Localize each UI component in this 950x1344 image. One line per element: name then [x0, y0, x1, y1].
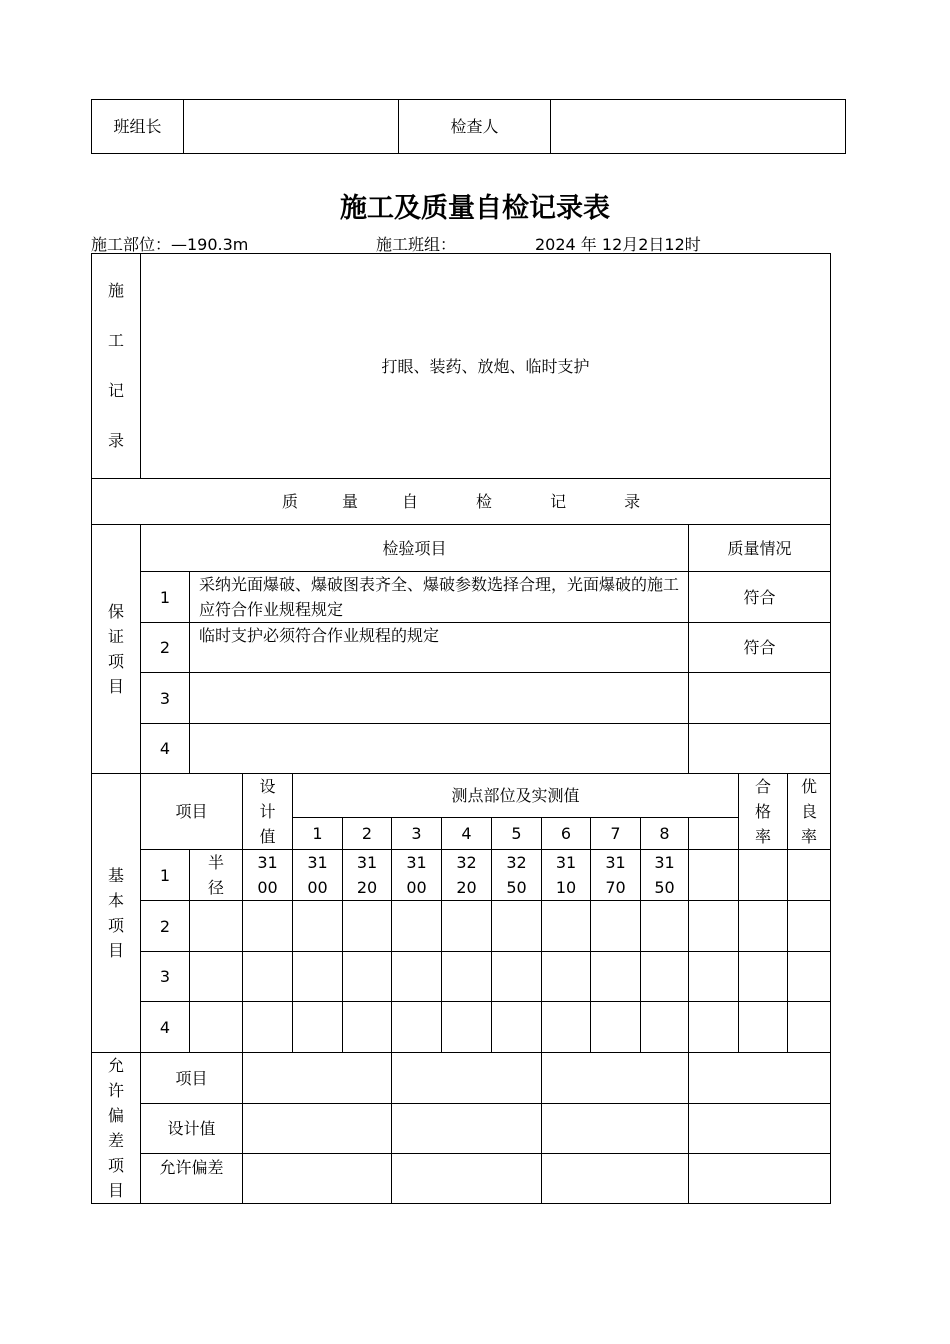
- measure-cell: [392, 901, 442, 952]
- tolerance-cell: [392, 1154, 542, 1204]
- point-header: [689, 818, 739, 850]
- point-header: 2: [343, 818, 392, 850]
- guarantee-label: 保证项目: [92, 525, 141, 774]
- point-header: 7: [591, 818, 641, 850]
- excellent-rate-cell: [788, 952, 831, 1002]
- basic-row-item: 半径: [190, 850, 243, 901]
- measure-cell: [293, 952, 343, 1002]
- basic-row-item: [190, 901, 243, 952]
- measure-cell: 3220: [442, 850, 492, 901]
- basic-col-design: 设计值: [243, 774, 293, 850]
- guarantee-col-item: 检验项目: [141, 525, 689, 572]
- measure-cell: [641, 952, 689, 1002]
- tolerance-row-label: 设计值: [141, 1104, 243, 1154]
- measure-cell: [343, 901, 392, 952]
- signature-table: [91, 99, 846, 154]
- basic-row-no: 3: [141, 952, 190, 1002]
- measure-cell: [442, 1002, 492, 1053]
- guarantee-row-quality: [689, 724, 831, 774]
- main-table: [91, 253, 831, 1204]
- guarantee-col-quality: 质量情况: [689, 525, 831, 572]
- measure-cell: [442, 952, 492, 1002]
- tolerance-label: 允许偏差项目: [92, 1053, 141, 1204]
- basic-row-design: [243, 901, 293, 952]
- measure-cell: 3120: [343, 850, 392, 901]
- measure-cell: 3100: [392, 850, 442, 901]
- measure-cell: [591, 1002, 641, 1053]
- basic-row-design: [243, 952, 293, 1002]
- tolerance-cell: [243, 1154, 392, 1204]
- leader-value[interactable]: [184, 100, 399, 154]
- guarantee-row-quality: [689, 673, 831, 724]
- guarantee-row-no: 3: [141, 673, 190, 724]
- measure-cell: [641, 901, 689, 952]
- leader-label: 班组长: [92, 100, 184, 154]
- measure-cell: [343, 952, 392, 1002]
- measure-cell: [689, 952, 739, 1002]
- measure-cell: [689, 1002, 739, 1053]
- inspector-label: 检查人: [399, 100, 551, 154]
- guarantee-row-item: 临时支护必须符合作业规程的规定: [190, 623, 689, 673]
- tolerance-cell: [689, 1053, 831, 1104]
- measure-cell: [542, 1002, 591, 1053]
- measure-cell: 3170: [591, 850, 641, 901]
- page-title: 施工及质量自检记录表: [340, 193, 610, 224]
- basic-row-no: 1: [141, 850, 190, 901]
- guarantee-row-item: [190, 724, 689, 774]
- basic-col-pass: 合格率: [739, 774, 788, 850]
- measure-cell: [392, 1002, 442, 1053]
- measure-cell: [293, 1002, 343, 1053]
- basic-row-design: 3100: [243, 850, 293, 901]
- tolerance-row-label: 允许偏差: [141, 1154, 243, 1204]
- measure-cell: [492, 952, 542, 1002]
- basic-col-excellent: 优良率: [788, 774, 831, 850]
- measure-cell: 3150: [641, 850, 689, 901]
- date-text: 2024 年 12月2日12时: [535, 235, 701, 254]
- guarantee-row-no: 4: [141, 724, 190, 774]
- basic-row-item: [190, 952, 243, 1002]
- point-header: 3: [392, 818, 442, 850]
- measure-cell: [542, 952, 591, 1002]
- point-header: 5: [492, 818, 542, 850]
- basic-row-no: 4: [141, 1002, 190, 1053]
- measure-cell: [442, 901, 492, 952]
- basic-row-item: [190, 1002, 243, 1053]
- team-text: 施工班组：: [376, 235, 457, 254]
- tolerance-cell: [542, 1053, 689, 1104]
- basic-col-item: 项目: [141, 774, 243, 850]
- measure-cell: [641, 1002, 689, 1053]
- tolerance-cell: [689, 1154, 831, 1204]
- excellent-rate-cell: [788, 850, 831, 901]
- pass-rate-cell: [739, 952, 788, 1002]
- construction-label: 施工记录: [92, 254, 141, 479]
- measure-cell: [392, 952, 442, 1002]
- point-header: 4: [442, 818, 492, 850]
- quality-check-header: 质 量 自 检 记 录: [92, 479, 831, 525]
- pass-rate-cell: [739, 1002, 788, 1053]
- point-header: 8: [641, 818, 689, 850]
- measure-cell: 3250: [492, 850, 542, 901]
- guarantee-row-quality: 符合: [689, 572, 831, 623]
- tolerance-cell: [542, 1154, 689, 1204]
- tolerance-cell: [542, 1104, 689, 1154]
- inspector-value[interactable]: [551, 100, 846, 154]
- excellent-rate-cell: [788, 901, 831, 952]
- tolerance-row-label: 项目: [141, 1053, 243, 1104]
- guarantee-row-no: 2: [141, 623, 190, 673]
- measure-cell: [591, 901, 641, 952]
- measure-cell: [591, 952, 641, 1002]
- basic-row-design: [243, 1002, 293, 1053]
- measure-cell: [492, 901, 542, 952]
- measure-cell: [343, 1002, 392, 1053]
- tolerance-cell: [392, 1104, 542, 1154]
- construction-content: 打眼、装药、放炮、临时支护: [141, 254, 831, 479]
- measure-cell: [293, 901, 343, 952]
- guarantee-row-item: 采纳光面爆破、爆破图表齐全、爆破参数选择合理，光面爆破的施工应符合作业规程规定: [190, 572, 689, 623]
- point-header: 1: [293, 818, 343, 850]
- guarantee-row-quality: 符合: [689, 623, 831, 673]
- basic-col-measure: 测点部位及实测值: [293, 774, 739, 818]
- measure-cell: [689, 901, 739, 952]
- measure-cell: [492, 1002, 542, 1053]
- tolerance-cell: [689, 1104, 831, 1154]
- pass-rate-cell: [739, 901, 788, 952]
- measure-cell: [689, 850, 739, 901]
- tolerance-cell: [243, 1053, 392, 1104]
- tolerance-cell: [392, 1053, 542, 1104]
- tolerance-cell: [243, 1104, 392, 1154]
- measure-cell: 3110: [542, 850, 591, 901]
- excellent-rate-cell: [788, 1002, 831, 1053]
- point-header: 6: [542, 818, 591, 850]
- guarantee-row-no: 1: [141, 572, 190, 623]
- guarantee-row-item: [190, 673, 689, 724]
- basic-label: 基本项目: [92, 774, 141, 1053]
- measure-cell: [542, 901, 591, 952]
- measure-cell: 3100: [293, 850, 343, 901]
- location-text: 施工部位：—190.3m: [91, 235, 249, 254]
- basic-row-no: 2: [141, 901, 190, 952]
- pass-rate-cell: [739, 850, 788, 901]
